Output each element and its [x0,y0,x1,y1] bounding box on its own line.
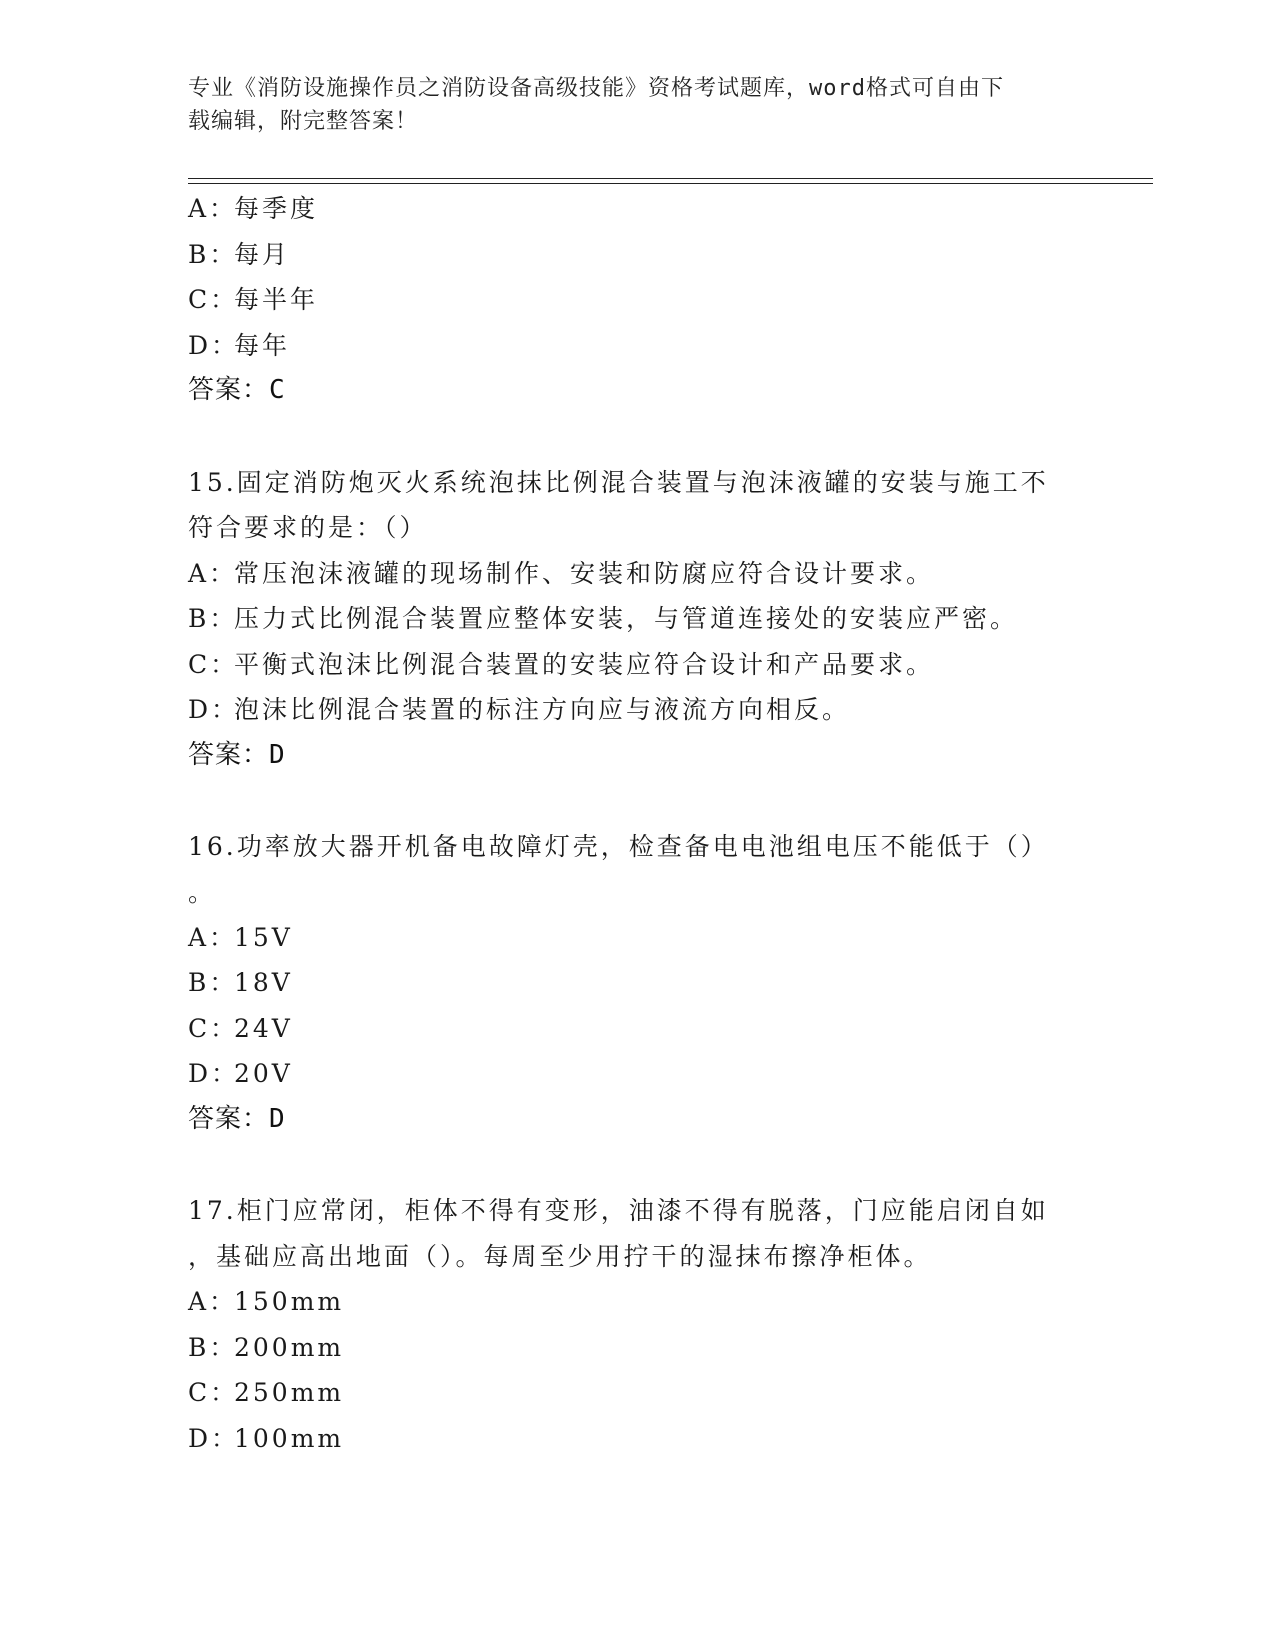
option-b: B：每月 [188,239,291,269]
option-c: C：平衡式泡沫比例混合装置的安装应符合设计和产品要求。 [188,649,935,679]
option-d: D：20V [188,1059,293,1088]
document-body [188,186,1088,1461]
question-15 [188,460,1088,779]
option-b: B：压力式比例混合装置应整体安装，与管道连接处的安装应严密。 [188,604,1019,633]
option-a: A：150mm [188,1287,345,1316]
question-text-line-1: 15.固定消防炮灭火系统泡抹比例混合装置与泡沫液罐的安装与施工不 [188,467,1049,497]
option-c: C：250mm [188,1378,345,1407]
option-b: B：18V [188,968,293,997]
option-d: D：100mm [188,1423,345,1453]
question-text-line-1: 16.功率放大器开机备电故障灯壳，检查备电电池组电压不能低于（） [188,832,1049,861]
answer: 答案：D [188,1103,286,1134]
option-d: D：泡沫比例混合装置的标注方向应与液流方向相反。 [188,695,851,724]
option-a: A：常压泡沫液罐的现场制作、安装和防腐应符合设计要求。 [188,558,935,588]
question-text-line-1: 17.柜门应常闭，柜体不得有变形，油漆不得有脱落，门应能启闭自如 [188,1196,1049,1225]
question-text-line-2: 符合要求的是：（） [188,513,428,542]
question-text-line-2: 。 [188,877,217,907]
page-header [188,72,1068,138]
header-line-2: 载编辑，附完整答案！ [188,109,419,134]
option-a: A：15V [188,922,293,952]
question-14-continued [188,186,1088,414]
option-c: C：每半年 [188,285,319,314]
option-a: A：每季度 [188,194,319,223]
option-d: D：每年 [188,330,291,360]
answer: 答案：C [188,375,286,405]
header-divider [188,178,1153,184]
option-c: C：24V [188,1013,293,1043]
question-16 [188,824,1088,1142]
header-line-1: 专业《消防设施操作员之消防设备高级技能》资格考试题库，word格式可自由下 [188,76,1004,101]
question-text-line-2: ，基础应高出地面（）。每周至少用拧干的湿抹布擦净柜体。 [188,1241,932,1271]
option-b: B：200mm [188,1332,345,1362]
question-17 [188,1188,1088,1461]
answer: 答案：D [188,739,286,770]
